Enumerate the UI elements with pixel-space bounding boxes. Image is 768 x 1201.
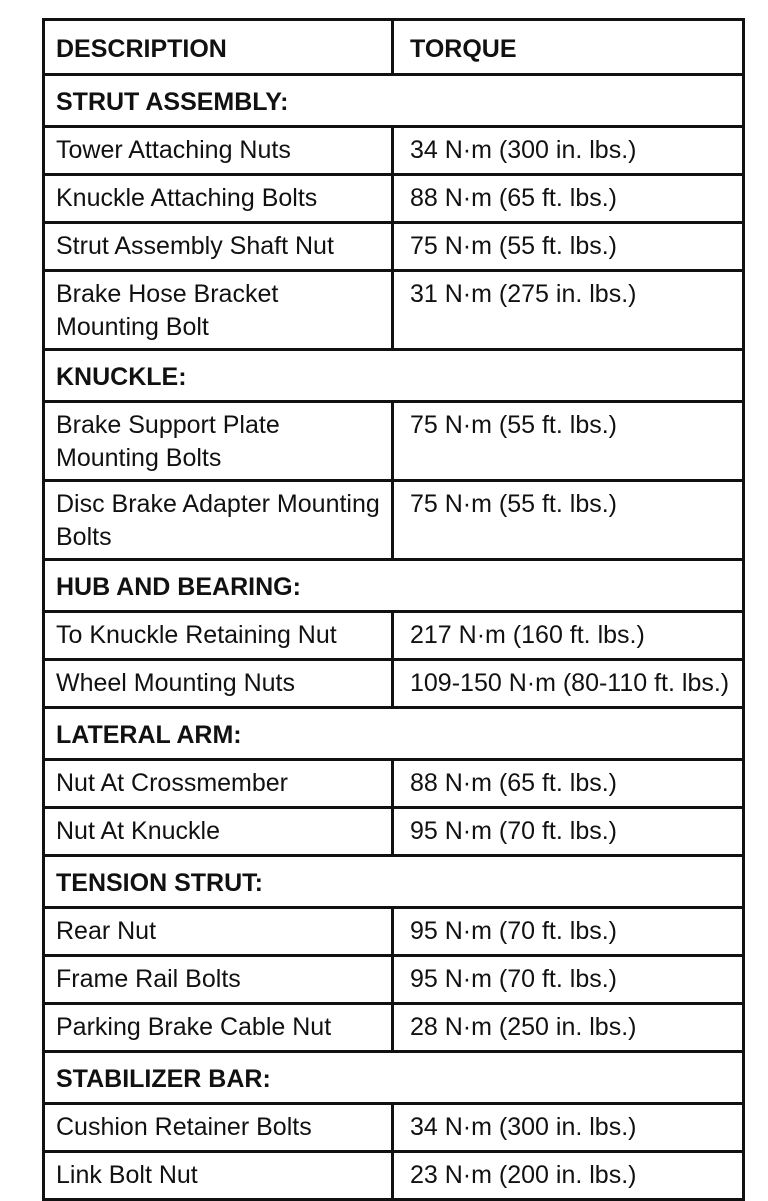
description-column-header: DESCRIPTION: [44, 20, 393, 75]
table-row: [44, 223, 744, 271]
torque-cell: 95 N·m (70 ft. lbs.): [393, 808, 744, 856]
table-row: [44, 808, 744, 856]
section-title-stabilizer-bar: STABILIZER BAR:: [44, 1052, 744, 1104]
description-cell: Strut Assembly Shaft Nut: [44, 223, 393, 271]
section-row: [44, 708, 744, 760]
torque-cell: 31 N·m (275 in. lbs.): [393, 271, 744, 350]
section-title-tension-strut: TENSION STRUT:: [44, 856, 744, 908]
section-title-knuckle: KNUCKLE:: [44, 350, 744, 402]
torque-cell: 75 N·m (55 ft. lbs.): [393, 481, 744, 560]
torque-cell: 95 N·m (70 ft. lbs.): [393, 956, 744, 1004]
section-title-strut-assembly: STRUT ASSEMBLY:: [44, 75, 744, 127]
table-row: [44, 481, 744, 560]
torque-cell: 88 N·m (65 ft. lbs.): [393, 175, 744, 223]
description-cell: Nut At Knuckle: [44, 808, 393, 856]
table-row: [44, 402, 744, 481]
table-row: [44, 127, 744, 175]
description-cell: Nut At Crossmember: [44, 760, 393, 808]
torque-cell: 217 N·m (160 ft. lbs.): [393, 612, 744, 660]
table-row: [44, 908, 744, 956]
table-row: [44, 956, 744, 1004]
section-title-lateral-arm: LATERAL ARM:: [44, 708, 744, 760]
description-cell: Frame Rail Bolts: [44, 956, 393, 1004]
section-row: [44, 1052, 744, 1104]
section-row: [44, 560, 744, 612]
description-cell: Cushion Retainer Bolts: [44, 1104, 393, 1152]
description-cell: To Knuckle Retaining Nut: [44, 612, 393, 660]
table-row: [44, 1004, 744, 1052]
section-title-hub-and-bearing: HUB AND BEARING:: [44, 560, 744, 612]
table-row: [44, 175, 744, 223]
torque-cell: 109-150 N·m (80-110 ft. lbs.): [393, 660, 744, 708]
torque-cell: 95 N·m (70 ft. lbs.): [393, 908, 744, 956]
torque-specifications-table: [42, 18, 745, 1201]
torque-column-header: TORQUE: [393, 20, 744, 75]
description-cell: Disc Brake Adapter Mounting Bolts: [44, 481, 393, 560]
torque-cell: 23 N·m (200 in. lbs.): [393, 1152, 744, 1200]
section-row: [44, 856, 744, 908]
description-cell: Knuckle Attaching Bolts: [44, 175, 393, 223]
description-cell: Brake Support Plate Mounting Bolts: [44, 402, 393, 481]
torque-cell: 75 N·m (55 ft. lbs.): [393, 223, 744, 271]
table-row: [44, 760, 744, 808]
description-cell: Brake Hose Bracket Mounting Bolt: [44, 271, 393, 350]
description-cell: Link Bolt Nut: [44, 1152, 393, 1200]
table-row: [44, 1152, 744, 1200]
description-cell: Parking Brake Cable Nut: [44, 1004, 393, 1052]
torque-cell: 34 N·m (300 in. lbs.): [393, 1104, 744, 1152]
description-cell: Rear Nut: [44, 908, 393, 956]
table-row: [44, 612, 744, 660]
torque-cell: 88 N·m (65 ft. lbs.): [393, 760, 744, 808]
table-row: [44, 660, 744, 708]
table-body: [44, 75, 744, 1200]
table-row: [44, 1104, 744, 1152]
description-cell: Tower Attaching Nuts: [44, 127, 393, 175]
section-row: [44, 350, 744, 402]
description-cell: Wheel Mounting Nuts: [44, 660, 393, 708]
header-row: [44, 20, 744, 75]
table-row: [44, 271, 744, 350]
torque-cell: 75 N·m (55 ft. lbs.): [393, 402, 744, 481]
torque-cell: 34 N·m (300 in. lbs.): [393, 127, 744, 175]
torque-cell: 28 N·m (250 in. lbs.): [393, 1004, 744, 1052]
section-row: [44, 75, 744, 127]
